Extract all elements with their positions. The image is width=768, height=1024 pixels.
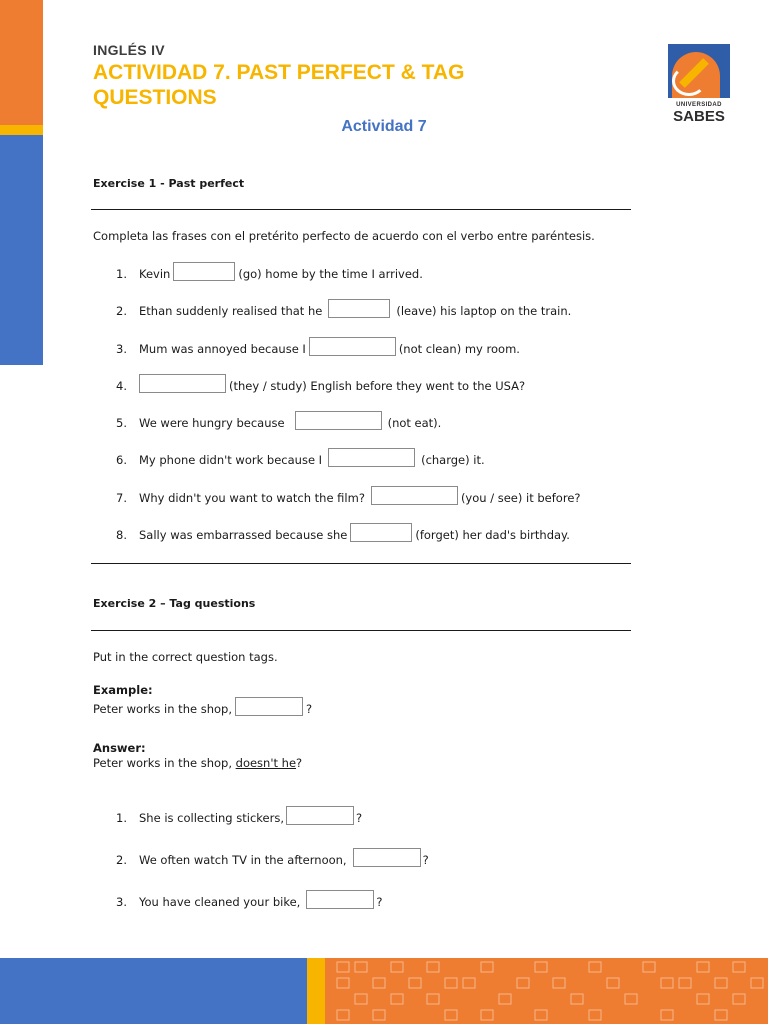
answer-input[interactable] [328,299,390,318]
item-number: 2. [116,304,127,318]
exercise2-item [116,848,429,867]
answer-input[interactable] [353,848,421,867]
item-text-after: (leave) his laptop on the train. [396,304,572,318]
item-number: 4. [116,379,127,393]
item-text-after: ? [422,853,429,867]
item-number: 1. [116,811,127,825]
example-sentence [93,697,312,716]
item-text-before: She is collecting stickers, [139,811,284,825]
item-text-before: My phone didn't work because I [139,453,323,467]
exercise1-item [116,523,570,542]
answer-sentence [93,756,302,770]
item-text-after: (not eat). [387,416,442,430]
example-label: Example: [93,683,153,697]
item-text-after: (go) home by the time I arrived. [238,267,423,281]
footer-blue-band [0,958,307,1024]
answer-input[interactable] [286,806,354,825]
answer-tag: doesn't he [235,756,297,770]
footer-yellow-band [307,958,325,1024]
item-text-after: (you / see) it before? [460,491,581,505]
item-text-after: ? [376,895,383,909]
item-text-before: Sally was embarrassed because she [139,528,348,542]
exercise1-item [116,411,441,430]
item-number: 5. [116,416,127,430]
left-orange-bar [0,0,43,125]
item-text-before: We were hungry because [139,416,285,430]
exercise1-item [116,486,581,505]
item-text-before: You have cleaned your bike, [139,895,301,909]
exercise2-item [116,890,382,909]
item-number: 3. [116,342,127,356]
item-text-before: Ethan suddenly realised that he [139,304,323,318]
exercise1-item [116,374,525,393]
page-title: ACTIVIDAD 7. PAST PERFECT & TAG QUESTIONS [93,61,465,109]
page-subtitle: Actividad 7 [341,118,427,135]
item-number: 3. [116,895,127,909]
item-text-after: (forget) her dad's birthday. [415,528,570,542]
item-text-after: (charge) it. [421,453,485,467]
item-text-after: (not clean) my room. [398,342,520,356]
divider [91,630,631,631]
university-logo [668,44,730,124]
example-text: Peter works in the shop, [93,702,232,716]
item-number: 1. [116,267,127,281]
answer-input[interactable] [371,486,458,505]
item-number: 6. [116,453,127,467]
footer-orange-band [325,958,768,1024]
exercise2-heading: Exercise 2 – Tag questions [93,597,256,610]
answer-input[interactable] [350,523,412,542]
item-text-before: Kevin [139,267,171,281]
example-input[interactable] [235,697,303,716]
exercise1-item [116,299,571,318]
answer-input[interactable] [139,374,226,393]
answer-input[interactable] [328,448,415,467]
divider [91,209,631,210]
logo-emblem [668,44,730,98]
item-text-after: ? [355,811,363,825]
left-blue-bar [0,135,43,365]
item-number: 8. [116,528,127,542]
example-question-mark: ? [305,702,313,716]
exercise2-instructions: Put in the correct question tags. [93,650,278,664]
answer-question-mark: ? [296,756,303,770]
answer-input[interactable] [309,337,396,356]
item-text-before: Mum was annoyed because I [139,342,306,356]
course-name: INGLÉS IV [93,42,165,58]
item-number: 2. [116,853,127,867]
item-text-before: We often watch TV in the afternoon, [139,853,347,867]
exercise1-item [116,262,423,281]
item-number: 7. [116,491,127,505]
exercise1-heading: Exercise 1 - Past perfect [93,177,245,190]
exercise1-item [116,448,485,467]
logo-university-text: UNIVERSIDAD [676,102,722,108]
answer-input[interactable] [295,411,382,430]
exercise2-item [116,806,362,825]
item-text-after: (they / study) English before they went to the USA? [229,379,526,393]
exercise1-instructions: Completa las frases con el pretérito perfecto de acuerdo con el verbo entre paréntesis. [93,229,595,243]
answer-input[interactable] [306,890,374,909]
exercise1-item [116,337,520,356]
answer-input[interactable] [173,262,235,281]
answer-text: Peter works in the shop, [93,756,232,770]
divider [91,563,631,564]
footer-grid-pattern [325,958,768,1024]
item-text-before: Why didn't you want to watch the film? [139,491,365,505]
logo-sabes-text: SABES [673,108,725,125]
answer-label: Answer: [93,741,146,755]
